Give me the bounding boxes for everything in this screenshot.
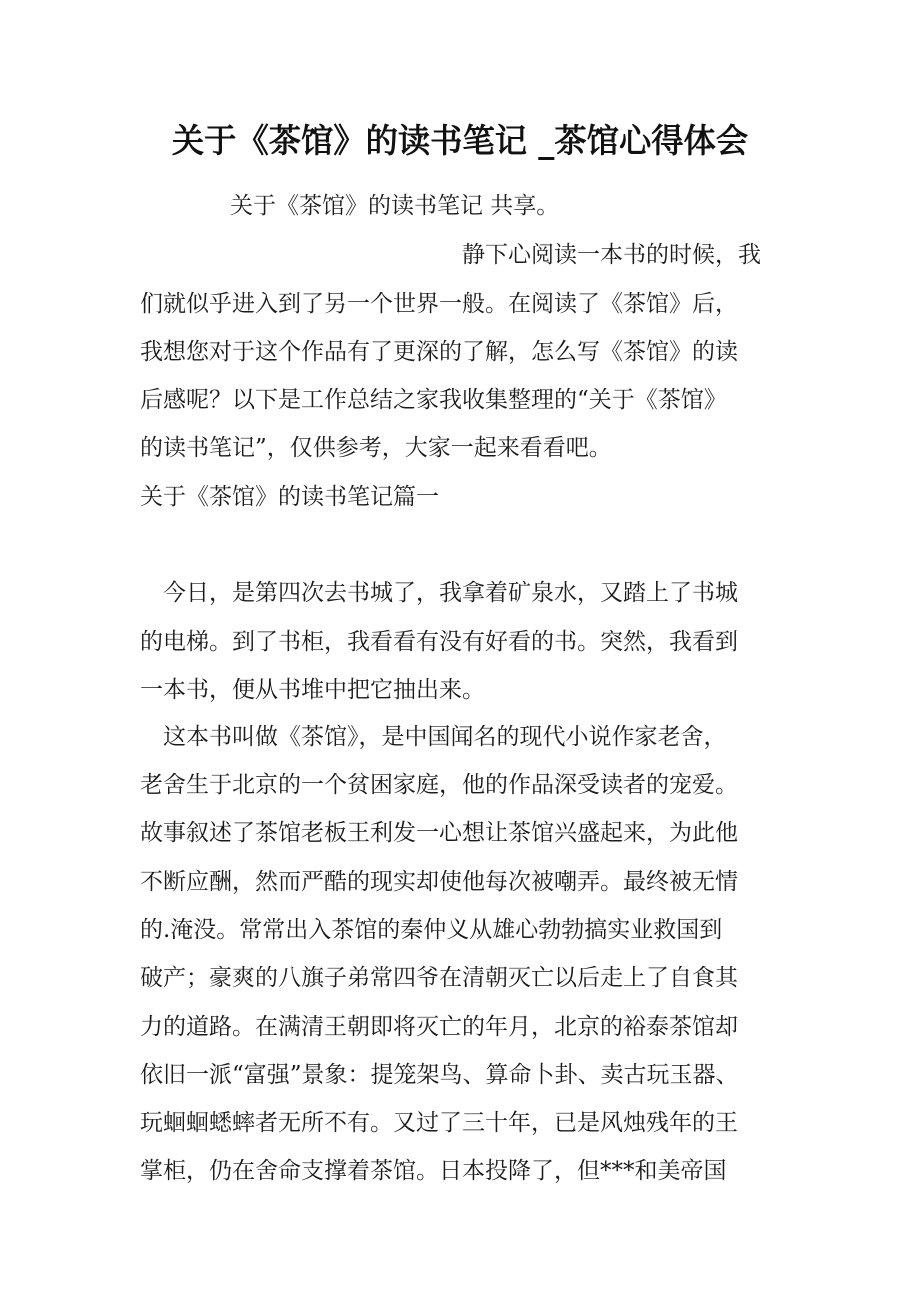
paragraph-line: 力的道路。在满清王朝即将灭亡的年月，北京的裕泰茶馆却 (140, 1014, 738, 1040)
intro-line: 的读书笔记”，仅供参考，大家一起来看看吧。 (140, 435, 612, 461)
paragraph-line: 玩蛔蛔蟋蟀者无所不有。又过了三十年，已是风烛残年的王 (140, 1110, 738, 1136)
intro-line: 后感呢？以下是工作总结之家我收集整理的“关于《茶馆》 (140, 387, 727, 413)
paragraph-line: 的电梯。到了书柜，我看看有没有好看的书。突然，我看到 (140, 629, 738, 655)
paragraph-line: 破产；豪爽的八旗子弟常四爷在清朝灭亡以后走上了自食其 (140, 965, 738, 991)
paragraph-line: 掌柜，仍在舍命支撑着茶馆。日本投降了，但***和美帝国 (140, 1158, 727, 1184)
paragraph-line: 老舍生于北京的一个贫困家庭，他的作品深受读者的宠爱。 (140, 772, 738, 798)
paragraph-line: 不断应酬，然而严酷的现实却使他每次被嘲弄。最终被无情 (140, 869, 738, 895)
intro-line: 我想您对于这个作品有了更深的了解，怎么写《茶馆》的读 (140, 339, 738, 365)
intro-line: 静下心阅读一本书的时候，我 (462, 242, 761, 268)
paragraph-line: 今日，是第四次去书城了，我拿着矿泉水，又踏上了书城 (163, 580, 738, 606)
paragraph-line: 一本书，便从书堆中把它抽出来。 (140, 677, 485, 703)
paragraph-line: 这本书叫做《茶馆》，是中国闻名的现代小说作家老舍， (163, 724, 727, 750)
section-heading: 关于《茶馆》的读书笔记篇一 (140, 484, 439, 510)
intro-line: 们就似乎进入到了另一个世界一般。在阅读了《茶馆》后， (140, 291, 738, 317)
document-title: 关于《茶馆》的读书笔记 _茶馆心得体会 (171, 121, 749, 160)
paragraph-line: 故事叙述了茶馆老板王利发一心想让茶馆兴盛起来，为此他 (140, 820, 738, 846)
paragraph-line: 的.淹没。常常出入茶馆的秦仲义从雄心勃勃搞实业救国到 (140, 917, 723, 943)
intro-line: 关于《茶馆》的读书笔记 共享。 (230, 193, 560, 219)
paragraph-line: 依旧一派“富强”景象：提笼架鸟、算命卜卦、卖古玩玉器、 (140, 1062, 739, 1088)
